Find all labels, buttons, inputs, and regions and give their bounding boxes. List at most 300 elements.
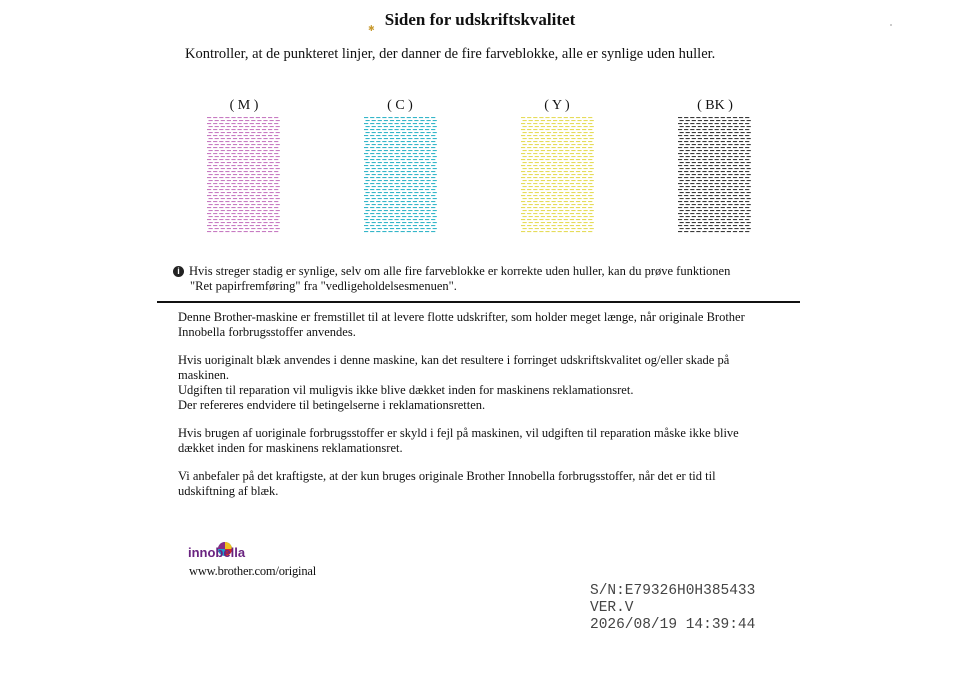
pattern-dash <box>533 201 537 202</box>
pattern-dash <box>529 156 533 157</box>
pattern-dash <box>690 207 694 208</box>
pattern-dash <box>431 159 435 160</box>
pattern-dash <box>384 228 388 229</box>
pattern-dash <box>690 201 694 202</box>
pattern-dash <box>733 225 737 226</box>
pattern-dash <box>533 231 537 232</box>
pattern-dash <box>570 153 574 154</box>
pattern-dash <box>401 195 405 196</box>
pattern-dash <box>570 201 574 202</box>
pattern-dash <box>545 213 549 214</box>
pattern-dash <box>213 117 217 118</box>
pattern-dash <box>221 168 225 169</box>
pattern-dash <box>733 213 737 214</box>
pattern-dash <box>396 162 400 163</box>
pattern-dash <box>709 201 713 202</box>
pattern-dash <box>395 219 399 220</box>
pattern-dash <box>221 216 225 217</box>
pattern-dash <box>690 159 694 160</box>
pattern-dash <box>692 138 696 139</box>
pattern-dash <box>262 189 266 190</box>
pattern-dash <box>366 222 370 223</box>
pattern-dash <box>401 153 405 154</box>
pattern-dash <box>378 198 382 199</box>
pattern-dash <box>231 219 235 220</box>
pattern-dash <box>376 189 380 190</box>
pattern-dash <box>370 129 374 130</box>
pattern-dash <box>390 150 394 151</box>
pattern-dash <box>552 159 556 160</box>
pattern-dash <box>552 231 556 232</box>
pattern-dash <box>739 201 743 202</box>
pattern-dash <box>396 144 400 145</box>
pattern-dash <box>268 201 272 202</box>
pattern-dash <box>382 123 386 124</box>
pattern-dash <box>219 147 223 148</box>
pattern-dash <box>559 138 563 139</box>
pattern-dash <box>250 195 254 196</box>
pattern-dash <box>588 141 592 142</box>
pattern-dash <box>364 195 368 196</box>
pattern-dash <box>257 228 261 229</box>
pattern-dash <box>256 171 260 172</box>
pattern-dash <box>407 201 411 202</box>
pattern-dash <box>698 174 702 175</box>
pattern-dash <box>690 153 694 154</box>
pattern-dash <box>690 135 694 136</box>
pattern-dash <box>552 135 556 136</box>
pattern-dash <box>209 180 213 181</box>
pattern-dash <box>263 180 267 181</box>
pattern-dash <box>263 210 267 211</box>
pattern-dash <box>715 171 719 172</box>
pattern-dash <box>710 162 714 163</box>
pattern-dash <box>564 213 568 214</box>
pattern-dash <box>541 126 545 127</box>
pattern-dash <box>239 168 243 169</box>
pattern-dash <box>239 198 243 199</box>
pattern-dash <box>747 126 751 127</box>
pattern-dash <box>414 120 418 121</box>
pattern-dash <box>274 123 278 124</box>
pattern-dash <box>590 180 594 181</box>
pattern-dash <box>552 153 556 154</box>
pattern-dash <box>684 135 688 136</box>
pattern-dash <box>523 174 527 175</box>
pattern-dash <box>420 156 424 157</box>
pattern-dash <box>533 117 537 118</box>
pattern-dash <box>238 129 242 130</box>
pattern-dash <box>427 216 431 217</box>
pattern-dash <box>715 225 719 226</box>
pattern-dash <box>547 222 551 223</box>
pattern-dash <box>276 174 280 175</box>
pattern-dash <box>244 183 248 184</box>
pattern-dash <box>727 213 731 214</box>
pattern-dash <box>270 144 274 145</box>
pattern-dash <box>539 177 543 178</box>
pattern-dash <box>710 150 714 151</box>
pattern-dash <box>541 168 545 169</box>
pattern-dash <box>547 156 551 157</box>
pattern-dash <box>535 156 539 157</box>
pattern-dash <box>372 216 376 217</box>
pattern-dash <box>584 168 588 169</box>
pattern-dash <box>745 159 749 160</box>
pattern-dash <box>721 147 725 148</box>
pattern-dash <box>704 150 708 151</box>
pattern-dash <box>741 132 745 133</box>
pattern-dash <box>366 228 370 229</box>
pattern-dash <box>702 159 706 160</box>
pattern-dash <box>696 123 700 124</box>
pattern-dash <box>584 156 588 157</box>
pattern-dash <box>209 210 213 211</box>
pattern-dash <box>390 216 394 217</box>
pattern-dash <box>419 207 423 208</box>
pattern-dash <box>521 171 525 172</box>
pattern-dash <box>721 231 725 232</box>
pattern-dash <box>227 150 231 151</box>
pattern-dash <box>257 204 261 205</box>
pattern-dash <box>716 132 720 133</box>
pattern-dash <box>225 231 229 232</box>
pattern-dash <box>402 198 406 199</box>
pattern-dash <box>529 150 533 151</box>
pattern-dash <box>716 228 720 229</box>
pattern-dash <box>734 168 738 169</box>
pattern-dash <box>533 219 537 220</box>
pattern-dash <box>541 216 545 217</box>
pattern-dash <box>527 135 531 136</box>
pattern-dash <box>396 198 400 199</box>
pattern-dash <box>680 228 684 229</box>
pattern-dash <box>244 195 248 196</box>
pattern-dash <box>577 168 581 169</box>
pattern-dash <box>747 168 751 169</box>
pattern-dash <box>276 204 280 205</box>
pattern-dash <box>402 192 406 193</box>
pattern-dash <box>535 138 539 139</box>
pattern-dash <box>215 132 219 133</box>
pattern-dash <box>388 141 392 142</box>
pattern-dash <box>396 174 400 175</box>
pattern-dash <box>414 144 418 145</box>
pattern-dash <box>527 201 531 202</box>
pattern-dash <box>584 162 588 163</box>
pattern-dash <box>239 120 243 121</box>
pattern-dash <box>256 213 260 214</box>
pattern-dash <box>245 132 249 133</box>
pattern-dash <box>576 231 580 232</box>
pattern-dash <box>378 132 382 133</box>
pattern-dash <box>244 135 248 136</box>
pattern-dash <box>396 228 400 229</box>
pattern-dash <box>227 138 231 139</box>
pattern-dash <box>698 180 702 181</box>
pattern-dash <box>233 180 237 181</box>
pattern-dash <box>413 171 417 172</box>
pattern-dash <box>584 198 588 199</box>
pattern-dash <box>715 159 719 160</box>
pattern-dash <box>565 132 569 133</box>
pattern-dash <box>552 225 556 226</box>
pattern-dash <box>388 177 392 178</box>
pattern-dash <box>678 219 682 220</box>
pattern-dash <box>588 165 592 166</box>
pattern-dash <box>680 210 684 211</box>
pattern-dash <box>535 120 539 121</box>
pattern-dash <box>684 123 688 124</box>
serial-info <box>590 583 755 634</box>
pattern-dash <box>709 165 713 166</box>
pattern-dash <box>231 159 235 160</box>
pattern-dash <box>372 198 376 199</box>
pattern-dash <box>539 147 543 148</box>
pattern-dash <box>558 213 562 214</box>
pattern-dash <box>558 201 562 202</box>
pattern-dash <box>384 168 388 169</box>
pattern-dash <box>233 192 237 193</box>
pattern-dash <box>521 201 525 202</box>
pattern-dash <box>244 147 248 148</box>
pattern-dash <box>227 228 231 229</box>
pattern-dash <box>207 183 211 184</box>
pattern-dash <box>207 207 211 208</box>
pattern-dash <box>433 228 437 229</box>
pattern-dash <box>388 123 392 124</box>
pattern-dash <box>590 216 594 217</box>
pattern-dash <box>372 120 376 121</box>
pattern-dash <box>408 168 412 169</box>
pattern-dash <box>541 186 545 187</box>
pattern-dash <box>570 177 574 178</box>
pattern-dash <box>545 135 549 136</box>
pattern-dash <box>251 186 255 187</box>
pattern-dash <box>680 162 684 163</box>
pattern-dash <box>680 174 684 175</box>
pattern-dash <box>722 150 726 151</box>
pattern-dash <box>696 183 700 184</box>
pattern-dash <box>425 225 429 226</box>
pattern-dash <box>722 222 726 223</box>
pattern-dash <box>207 171 211 172</box>
pattern-dash <box>221 126 225 127</box>
pattern-dash <box>233 222 237 223</box>
pattern-dash <box>233 198 237 199</box>
pattern-dash <box>250 189 254 190</box>
pattern-dash <box>215 204 219 205</box>
pattern-dash <box>747 180 751 181</box>
pattern-dash <box>553 180 557 181</box>
pattern-dash <box>263 150 267 151</box>
pattern-dash <box>733 117 737 118</box>
pattern-dash <box>571 168 575 169</box>
pattern-dash <box>545 195 549 196</box>
pattern-dash <box>364 207 368 208</box>
pattern-dash <box>521 213 525 214</box>
pattern-dash <box>552 189 556 190</box>
pattern-dash <box>209 186 213 187</box>
pattern-dash <box>245 204 249 205</box>
pattern-dash <box>523 198 527 199</box>
pattern-dash <box>716 180 720 181</box>
pattern-dash <box>680 144 684 145</box>
pattern-dash <box>521 147 525 148</box>
pattern-dash <box>678 147 682 148</box>
pattern-dash <box>696 231 700 232</box>
pattern-dash <box>433 138 437 139</box>
pattern-dash <box>539 207 543 208</box>
pattern-dash <box>576 171 580 172</box>
pattern-dash <box>268 165 272 166</box>
pattern-dash <box>364 141 368 142</box>
pattern-dash <box>219 117 223 118</box>
pattern-dash <box>215 126 219 127</box>
pattern-dash <box>547 204 551 205</box>
pattern-dash <box>704 210 708 211</box>
pattern-dash <box>413 231 417 232</box>
pattern-dash <box>547 228 551 229</box>
pattern-dash <box>571 228 575 229</box>
pattern-dash <box>680 126 684 127</box>
pattern-dash <box>582 141 586 142</box>
pattern-dash <box>207 231 211 232</box>
pattern-dash <box>396 180 400 181</box>
pattern-dash <box>564 195 568 196</box>
pattern-dash <box>564 153 568 154</box>
paragraph-4-line-2: udskiftning af blæk. <box>178 484 279 498</box>
pattern-dash <box>716 162 720 163</box>
pattern-dash <box>425 177 429 178</box>
pattern-dash <box>702 201 706 202</box>
pattern-dash <box>680 156 684 157</box>
pattern-dash <box>433 150 437 151</box>
pattern-dash <box>420 150 424 151</box>
block-label-magenta: ( M ) <box>229 98 259 113</box>
pattern-dash <box>584 210 588 211</box>
pattern-dash <box>576 195 580 196</box>
pattern-dash <box>378 222 382 223</box>
pattern-dash <box>739 159 743 160</box>
pattern-dash <box>547 216 551 217</box>
pattern-dash <box>207 129 211 130</box>
pattern-dash <box>715 183 719 184</box>
pattern-dash <box>251 210 255 211</box>
pattern-dash <box>382 219 386 220</box>
pattern-dash <box>370 207 374 208</box>
pattern-dash <box>533 207 537 208</box>
pattern-dash <box>251 198 255 199</box>
pattern-dash <box>244 171 248 172</box>
pattern-dash <box>213 225 217 226</box>
pattern-dash <box>414 150 418 151</box>
pattern-dash <box>251 222 255 223</box>
pattern-dash <box>582 129 586 130</box>
pattern-dash <box>433 120 437 121</box>
pattern-dash <box>401 129 405 130</box>
pattern-dash <box>527 153 531 154</box>
pattern-dash <box>431 177 435 178</box>
pattern-dash <box>686 180 690 181</box>
pattern-dash <box>741 186 745 187</box>
pattern-dash <box>535 132 539 133</box>
pattern-dash <box>207 135 211 136</box>
pattern-dash <box>395 177 399 178</box>
pattern-dash <box>570 183 574 184</box>
pattern-dash <box>715 117 719 118</box>
pattern-dash <box>239 156 243 157</box>
pattern-dash <box>709 129 713 130</box>
pattern-dash <box>263 186 267 187</box>
pattern-dash <box>733 201 737 202</box>
pattern-dash <box>704 120 708 121</box>
pattern-dash <box>256 219 260 220</box>
pattern-dash <box>384 186 388 187</box>
pattern-dash <box>590 210 594 211</box>
pattern-dash <box>727 147 731 148</box>
pattern-dash <box>251 162 255 163</box>
pattern-dash <box>238 213 242 214</box>
pattern-dash <box>402 132 406 133</box>
pattern-dash <box>276 150 280 151</box>
pattern-dash <box>686 198 690 199</box>
pattern-dash <box>570 141 574 142</box>
pattern-dash <box>245 210 249 211</box>
pattern-dash <box>576 153 580 154</box>
pattern-dash <box>256 225 260 226</box>
pattern-dash <box>257 132 261 133</box>
pattern-dash <box>231 231 235 232</box>
pattern-dash <box>378 126 382 127</box>
pattern-dash <box>213 129 217 130</box>
pattern-dash <box>541 138 545 139</box>
pattern-dash <box>588 189 592 190</box>
pattern-dash <box>364 183 368 184</box>
pattern-dash <box>425 147 429 148</box>
pattern-dash <box>402 210 406 211</box>
pattern-dash <box>577 180 581 181</box>
pattern-dash <box>209 168 213 169</box>
pattern-dash <box>219 177 223 178</box>
pattern-dash <box>727 129 731 130</box>
pattern-dash <box>244 117 248 118</box>
pattern-dash <box>741 126 745 127</box>
pattern-dash <box>722 132 726 133</box>
pattern-dash <box>692 192 696 193</box>
pattern-dash <box>590 228 594 229</box>
pattern-dash <box>414 180 418 181</box>
pattern-dash <box>678 153 682 154</box>
pattern-dash <box>408 174 412 175</box>
pattern-dash <box>433 162 437 163</box>
pattern-dash <box>547 186 551 187</box>
pattern-dash <box>721 171 725 172</box>
pattern-dash <box>527 189 531 190</box>
pattern-dash <box>401 225 405 226</box>
pattern-dash <box>263 132 267 133</box>
pattern-dash <box>270 228 274 229</box>
pattern-dash <box>366 210 370 211</box>
pattern-dash <box>215 144 219 145</box>
pattern-dash <box>745 165 749 166</box>
pattern-dash <box>741 222 745 223</box>
pattern-dash <box>576 129 580 130</box>
pattern-dash <box>558 231 562 232</box>
pattern-dash <box>564 231 568 232</box>
pattern-dash <box>721 177 725 178</box>
pattern-dash <box>270 162 274 163</box>
